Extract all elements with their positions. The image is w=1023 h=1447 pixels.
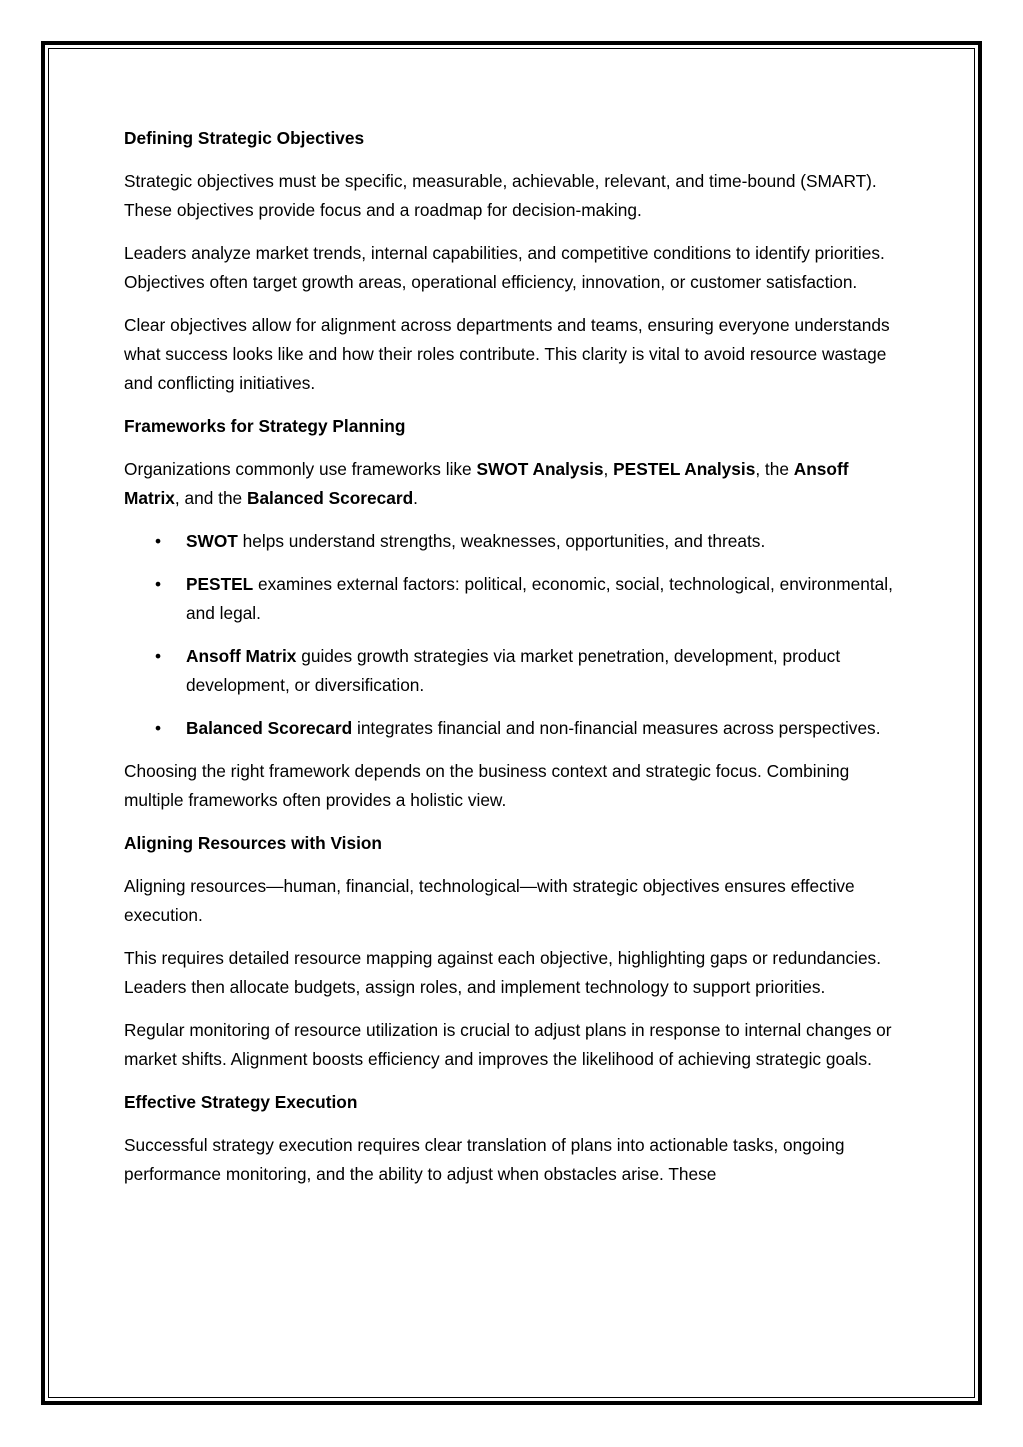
bullet-icon: • (155, 574, 162, 594)
bold-term: SWOT Analysis (476, 459, 604, 479)
list-item (155, 527, 894, 556)
section-heading-frameworks: Frameworks for Strategy Planning (124, 416, 406, 436)
text-run: Organizations commonly use frameworks like (124, 459, 477, 479)
bullet-icon: • (155, 646, 162, 666)
bold-term: Ansoff Matrix (124, 459, 849, 508)
text-run: , and the (174, 488, 247, 508)
text-run: . (413, 488, 418, 508)
bold-term: Balanced Scorecard (186, 718, 353, 738)
section-heading-resources: Aligning Resources with Vision (124, 833, 382, 853)
list-item-text: helps understand strengths, weaknesses, opportunities, and threats. (237, 531, 766, 551)
bold-term: SWOT (186, 531, 238, 551)
paragraph: This requires detailed resource mapping against each objective, highlighting gaps or redundancies. Leaders then allocate budgets, assign roles, and implement technology to support priorities. (124, 948, 881, 997)
text-run: , the (755, 459, 794, 479)
framework-list (124, 527, 894, 743)
list-item (155, 714, 894, 743)
document-body (124, 124, 894, 1203)
paragraph: Choosing the right framework depends on the business context and strategic focus. Combining multiple frameworks often provides a holistic view. (124, 761, 850, 810)
paragraph: Successful strategy execution requires clear translation of plans into actionable tasks, ongoing performance monitoring, and the ability to adjust when obstacles arise. These (124, 1135, 845, 1184)
list-item-text: integrates financial and non-financial measures across perspectives. (352, 718, 881, 738)
bold-term: PESTEL Analysis (613, 459, 756, 479)
bold-term: PESTEL (186, 574, 254, 594)
paragraph: Aligning resources—human, financial, technological—with strategic objectives ensures effective execution. (124, 876, 855, 925)
list-item (155, 570, 894, 628)
section-heading-execution: Effective Strategy Execution (124, 1092, 358, 1112)
bold-term: Ansoff Matrix (186, 646, 297, 666)
section-heading-objectives: Defining Strategic Objectives (124, 128, 365, 148)
paragraph: Regular monitoring of resource utilization is crucial to adjust plans in response to internal changes or market shifts. Alignment boosts efficiency and improves the likelihood of achieving strategic goals. (124, 1020, 892, 1069)
list-item-text: guides growth strategies via market penetration, development, product development, or diversification. (186, 646, 841, 695)
frameworks-intro (124, 455, 894, 513)
bullet-icon: • (155, 718, 162, 738)
paragraph: Leaders analyze market trends, internal capabilities, and competitive conditions to identify priorities. Objectives often target growth areas, operational efficiency, innovation, or customer satisfaction. (124, 243, 885, 292)
bullet-icon: • (155, 531, 162, 551)
bold-term: Balanced Scorecard (246, 488, 414, 508)
paragraph: Clear objectives allow for alignment across departments and teams, ensuring everyone understands what success looks like and how their roles contribute. This clarity is vital to avoid resource wastage and conflicting initiatives. (124, 315, 890, 393)
text-run: , (603, 459, 614, 479)
list-item (155, 642, 894, 700)
list-item-text: examines external factors: political, economic, social, technological, environmental, and legal. (186, 574, 893, 623)
paragraph: Strategic objectives must be specific, measurable, achievable, relevant, and time-bound (SMART). These objectives provide focus and a roadmap for decision-making. (124, 171, 877, 220)
